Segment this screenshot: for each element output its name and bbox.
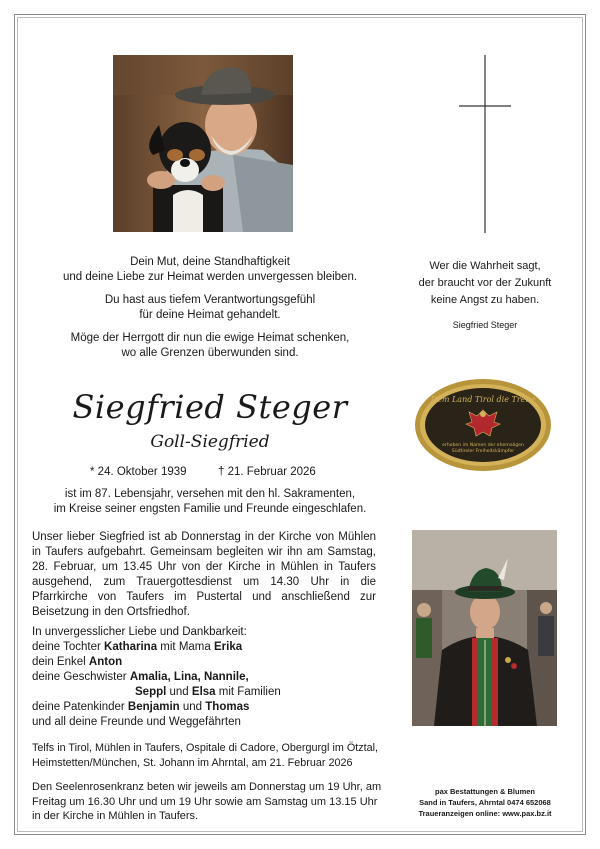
mourner-name: Seppl <box>135 686 167 698</box>
badge-bottom-line: erhoben im Namen der ehemaligen <box>442 443 524 448</box>
mourner-name: Anton <box>88 656 123 668</box>
funeral-home-line: pax Bestattungen & Blumen <box>434 787 535 796</box>
funeral-home-line: Traueranzeigen online: www.pax.bz.it <box>418 809 552 818</box>
motto-line: der braucht vor der Zukunft <box>418 277 552 289</box>
cross-icon <box>459 55 511 233</box>
quote-line: Dein Mut, deine Standhaftigkeit <box>130 256 290 268</box>
mourner-text: und <box>169 686 189 698</box>
mourner-text: deine Patenkinder <box>32 701 125 713</box>
motto-quote <box>395 258 575 334</box>
mourner-text: dein Enkel <box>32 656 86 668</box>
mourner-siblings <box>32 670 382 685</box>
birth-date: * 24. Oktober 1939 <box>90 466 187 478</box>
announcement <box>30 487 390 517</box>
mourner-grandson <box>32 655 382 670</box>
mourner-name: Thomas <box>205 701 250 713</box>
mourner-friends: und all deine Freunde und Weggefährten <box>32 716 241 728</box>
motto-author: Siegfried Steger <box>452 320 518 330</box>
quote-line: wo alle Grenzen überwunden sind. <box>121 347 299 359</box>
quote-line: Möge der Herrgott dir nun die ewige Heimat schenken, <box>70 332 350 344</box>
mourners-intro: In unvergesslicher Liebe und Dankbarkeit: <box>32 626 247 638</box>
mourner-siblings-cont <box>32 685 382 700</box>
rosary-info: Den Seelenrosenkranz beten wir jeweils am Donnerstag um 19 Uhr, am Freitag um 16.30 Uhr und um 19 Uhr sowie am Samstag um 13.15 Uhr in der Kirche in Mühlen in Taufers. <box>32 781 382 822</box>
announcement-line: ist im 87. Lebensjahr, versehen mit den hl. Sakramenten, <box>64 488 356 500</box>
mourner-text: deine Tochter <box>32 641 101 653</box>
memorial-quote <box>30 255 390 369</box>
mourner-name: Erika <box>213 641 243 653</box>
quote-line: und deine Liebe zur Heimat werden unvergessen bleiben. <box>62 271 358 283</box>
quote-line: Du hast aus tiefem Verantwortungsgefühl <box>104 294 316 306</box>
mourner-name: Amalia, Lina, Nannile, <box>129 671 249 683</box>
funeral-home <box>410 786 560 819</box>
mourner-text: mit Familien <box>218 686 281 698</box>
funeral-details: Unser lieber Siegfried ist ab Donnerstag in der Kirche von Mühlen in Taufers aufgebahrt. Gemeinsam begleiten wir ihn am Samstag, 28. Februar, um 13.45 Uhr von der Kirche in Mühlen in Taufers ausgehend, zum Trauergottesdienst um 14.30 Uhr in die Pfarrkirche von Taufers im Pustertal und anschließend zur Beisetzung in den Ortsfriedhof. <box>32 531 376 618</box>
motto-line: Wer die Wahrheit sagt, <box>429 260 541 272</box>
death-date: † 21. Februar 2026 <box>218 466 316 478</box>
places-date <box>32 741 392 771</box>
mourner-daughter <box>32 640 382 655</box>
places-line: Heimstetten/München, St. Johann im Ahrntal, am 21. Februar 2026 <box>32 757 353 769</box>
portrait-photo <box>113 55 293 232</box>
mourners-list <box>32 625 382 730</box>
places-line: Telfs in Tirol, Mühlen in Taufers, Ospitale di Cadore, Obergurgl im Ötztal, <box>32 742 379 754</box>
mourner-name: Elsa <box>191 686 216 698</box>
mourner-text: deine Geschwister <box>32 671 127 683</box>
quote-line: für deine Heimat gehandelt. <box>139 309 281 321</box>
deceased-name: Siegfried Steger <box>72 388 348 426</box>
mourner-name: Katharina <box>104 641 158 653</box>
mourner-name: Benjamin <box>127 701 180 713</box>
tirol-badge <box>414 378 552 472</box>
mourner-text: und <box>182 701 203 713</box>
badge-bottom-line: Südtiroler Freiheitskämpfer <box>451 449 515 454</box>
mourner-godchildren <box>32 700 382 715</box>
badge-top-text: Dem Land Tirol die Treue <box>430 395 536 404</box>
deceased-nickname: Goll-Siegfried <box>150 432 270 452</box>
announcement-line: im Kreise seiner engsten Familie und Freunde eingeschlafen. <box>53 503 367 515</box>
motto-line: keine Angst zu haben. <box>430 294 540 306</box>
mourner-text: mit Mama <box>160 641 211 653</box>
traditional-costume-photo <box>412 530 557 726</box>
funeral-home-line: Sand in Taufers, Ahrntal 0474 652068 <box>419 798 551 807</box>
